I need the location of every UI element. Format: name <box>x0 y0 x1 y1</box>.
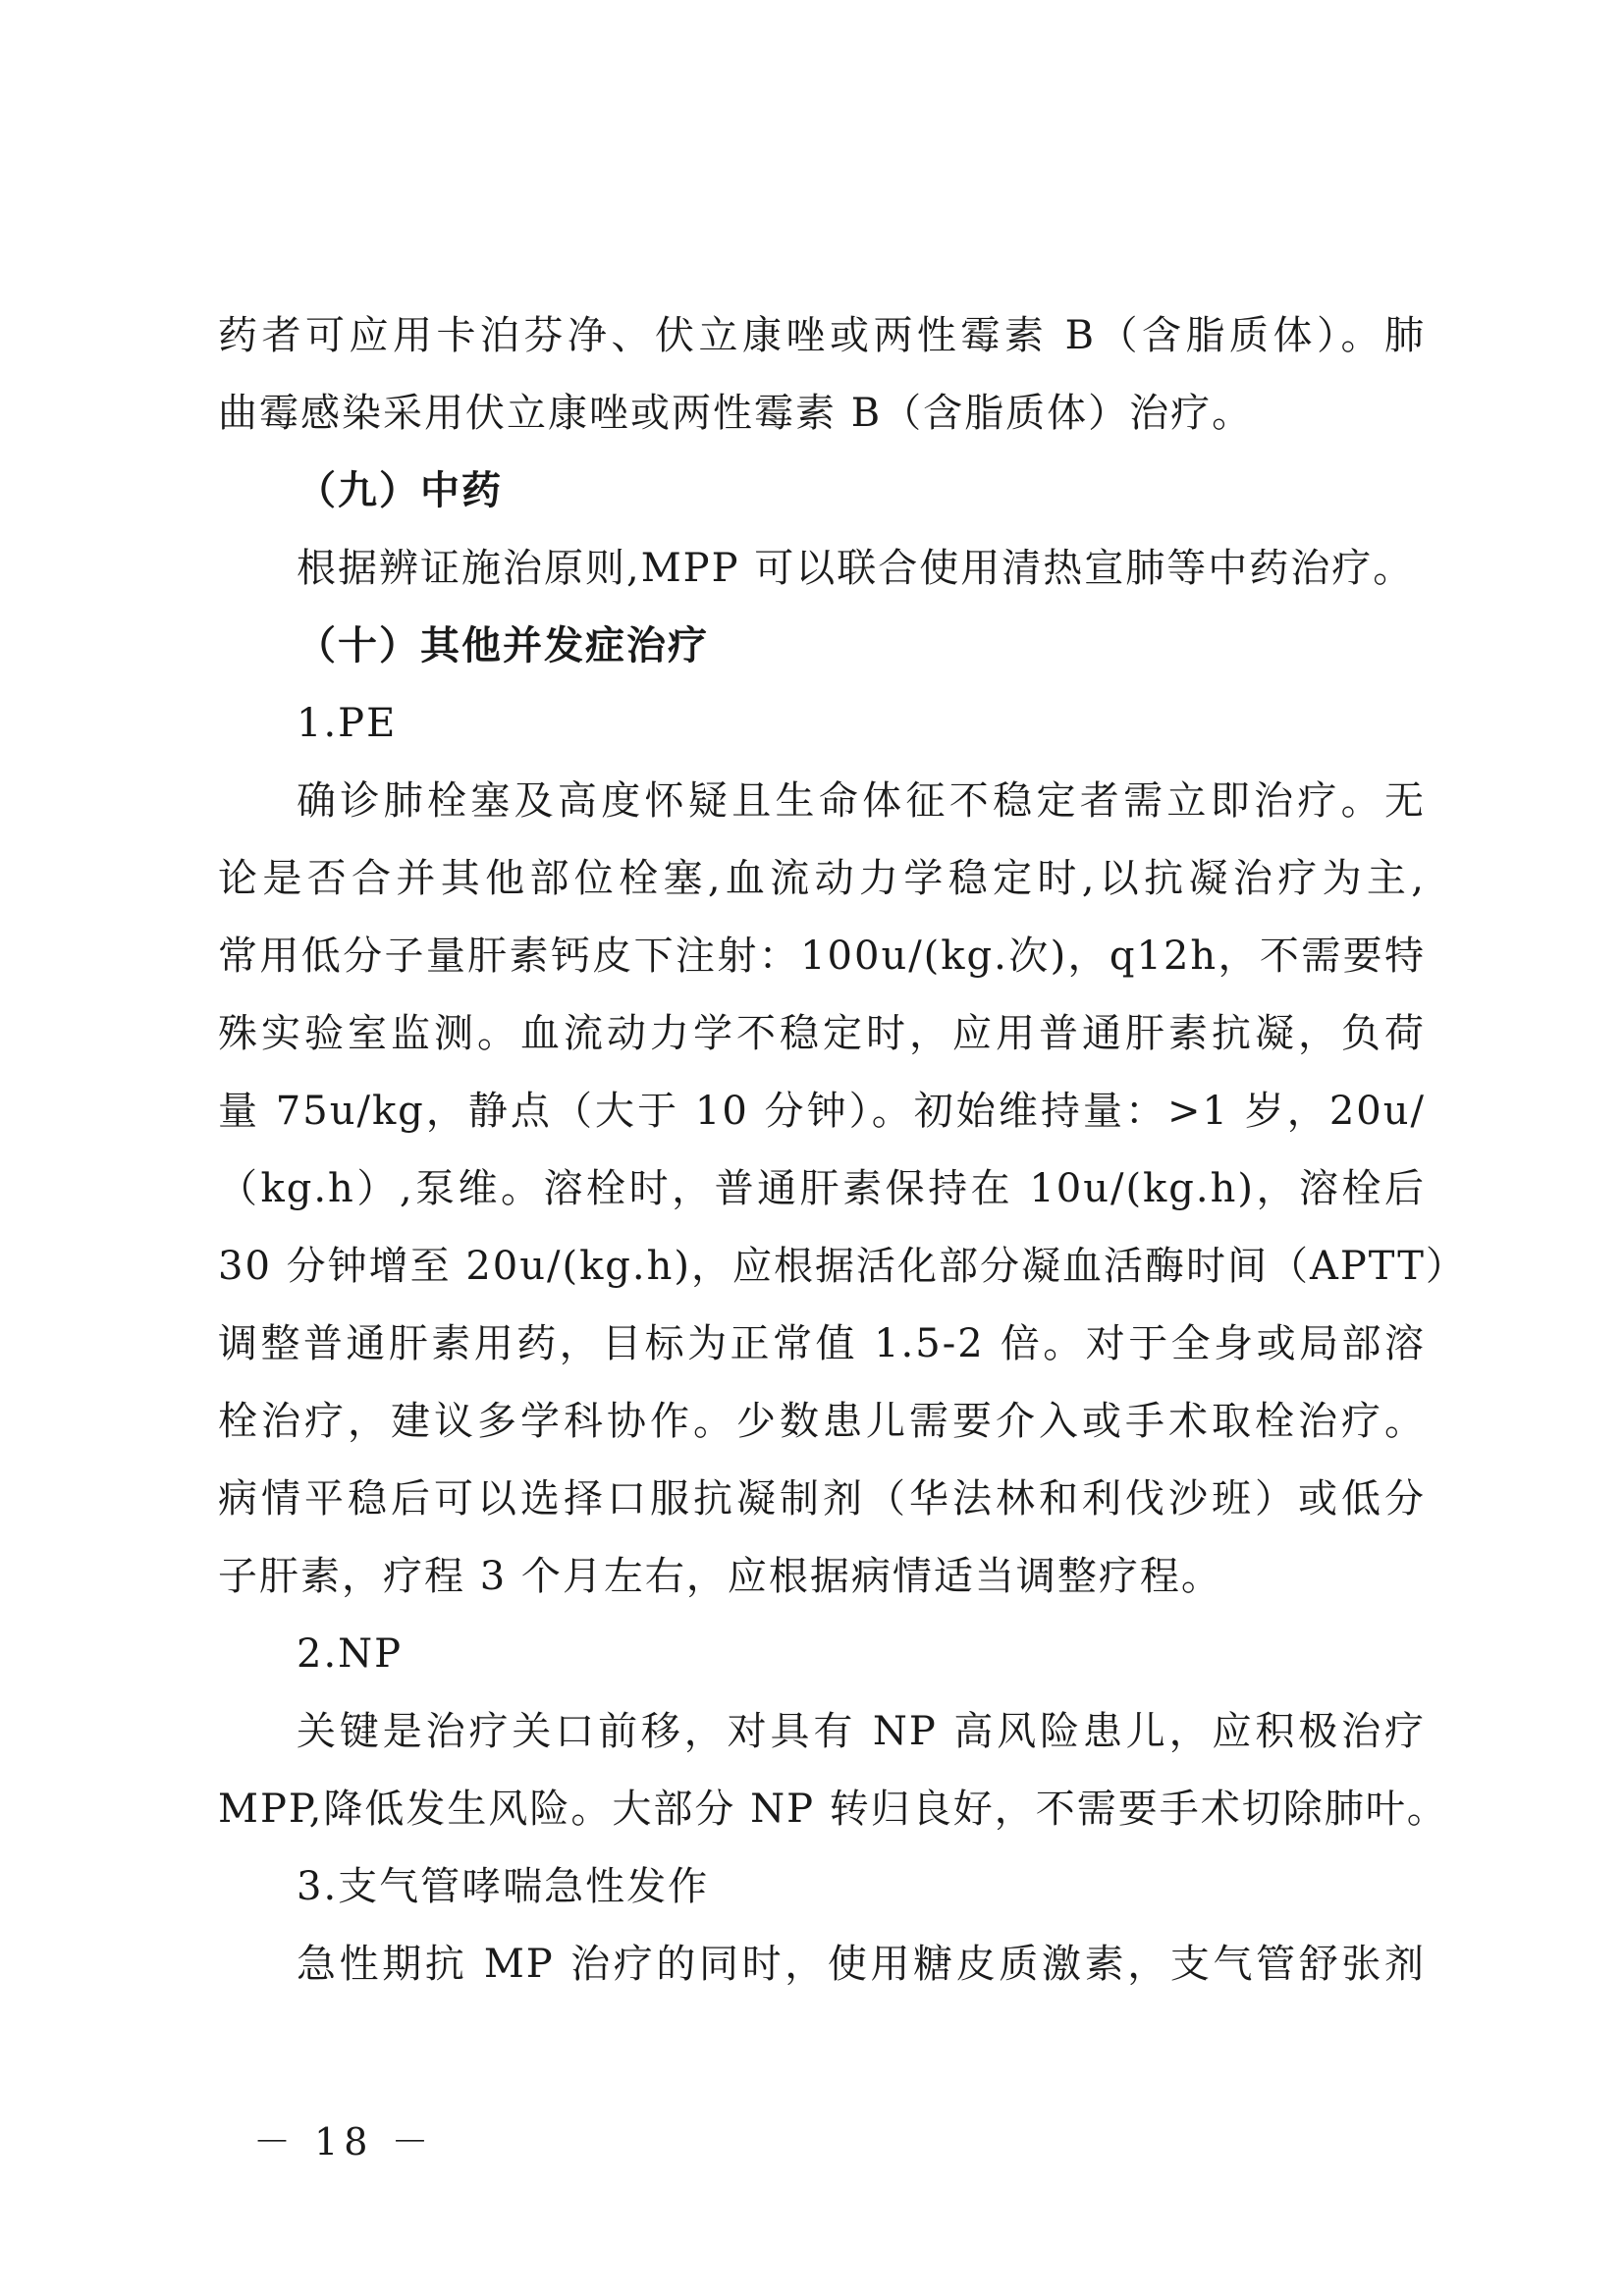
section-heading-other-complications: （十）其他并发症治疗 <box>297 622 709 668</box>
paragraph-line: 常用低分子量肝素钙皮下注射：100u/(kg.次)，q12h，不需要特 <box>218 934 1426 979</box>
paragraph-line: 确诊肺栓塞及高度怀疑且生命体征不稳定者需立即治疗。无 <box>297 778 1426 824</box>
page-number: － 18 － <box>253 2120 435 2163</box>
subsection-heading-asthma: 3.支气管哮喘急性发作 <box>297 1864 710 1909</box>
paragraph-line: 栓治疗，建议多学科协作。少数患儿需要介入或手术取栓治疗。 <box>218 1399 1426 1444</box>
paragraph-line: 关键是治疗关口前移，对具有 NP 高风险患儿，应积极治疗 <box>297 1709 1426 1754</box>
subsection-heading-np: 2.NP <box>297 1631 404 1677</box>
paragraph-line: 病情平稳后可以选择口服抗凝制剂（华法林和利伐沙班）或低分 <box>218 1476 1426 1522</box>
paragraph-line: 殊实验室监测。血流动力学不稳定时，应用普通肝素抗凝，负荷 <box>218 1011 1426 1056</box>
paragraph-line: 子肝素，疗程 3 个月左右，应根据病情适当调整疗程。 <box>218 1554 1222 1599</box>
paragraph-line: 根据辨证施治原则,MPP 可以联合使用清热宣肺等中药治疗。 <box>297 546 1415 591</box>
paragraph-line: （kg.h）,泵维。溶栓时，普通肝素保持在 10u/(kg.h)，溶栓后 <box>218 1166 1426 1211</box>
paragraph-line: MPP,降低发生风险。大部分 NP 转归良好，不需要手术切除肺叶。 <box>218 1787 1448 1832</box>
paragraph-line: 调整普通肝素用药，目标为正常值 1.5-2 倍。对于全身或局部溶 <box>218 1321 1426 1366</box>
paragraph-line: 量 75u/kg，静点（大于 10 分钟）。初始维持量：>1 岁，20u/ <box>218 1089 1426 1134</box>
paragraph-line: 论是否合并其他部位栓塞,血流动力学稳定时,以抗凝治疗为主, <box>218 856 1426 901</box>
section-heading-chinese-medicine: （九）中药 <box>297 467 503 513</box>
paragraph-line: 药者可应用卡泊芬净、伏立康唑或两性霉素 B（含脂质体）。肺 <box>218 313 1426 358</box>
paragraph-line: 急性期抗 MP 治疗的同时，使用糖皮质激素，支气管舒张剂 <box>297 1942 1426 1987</box>
paragraph-line: 30 分钟增至 20u/(kg.h)，应根据活化部分凝血活酶时间（APTT） <box>218 1244 1467 1289</box>
paragraph-line: 曲霉感染采用伏立康唑或两性霉素 B（含脂质体）治疗。 <box>218 391 1254 436</box>
subsection-heading-pe: 1.PE <box>297 701 398 746</box>
